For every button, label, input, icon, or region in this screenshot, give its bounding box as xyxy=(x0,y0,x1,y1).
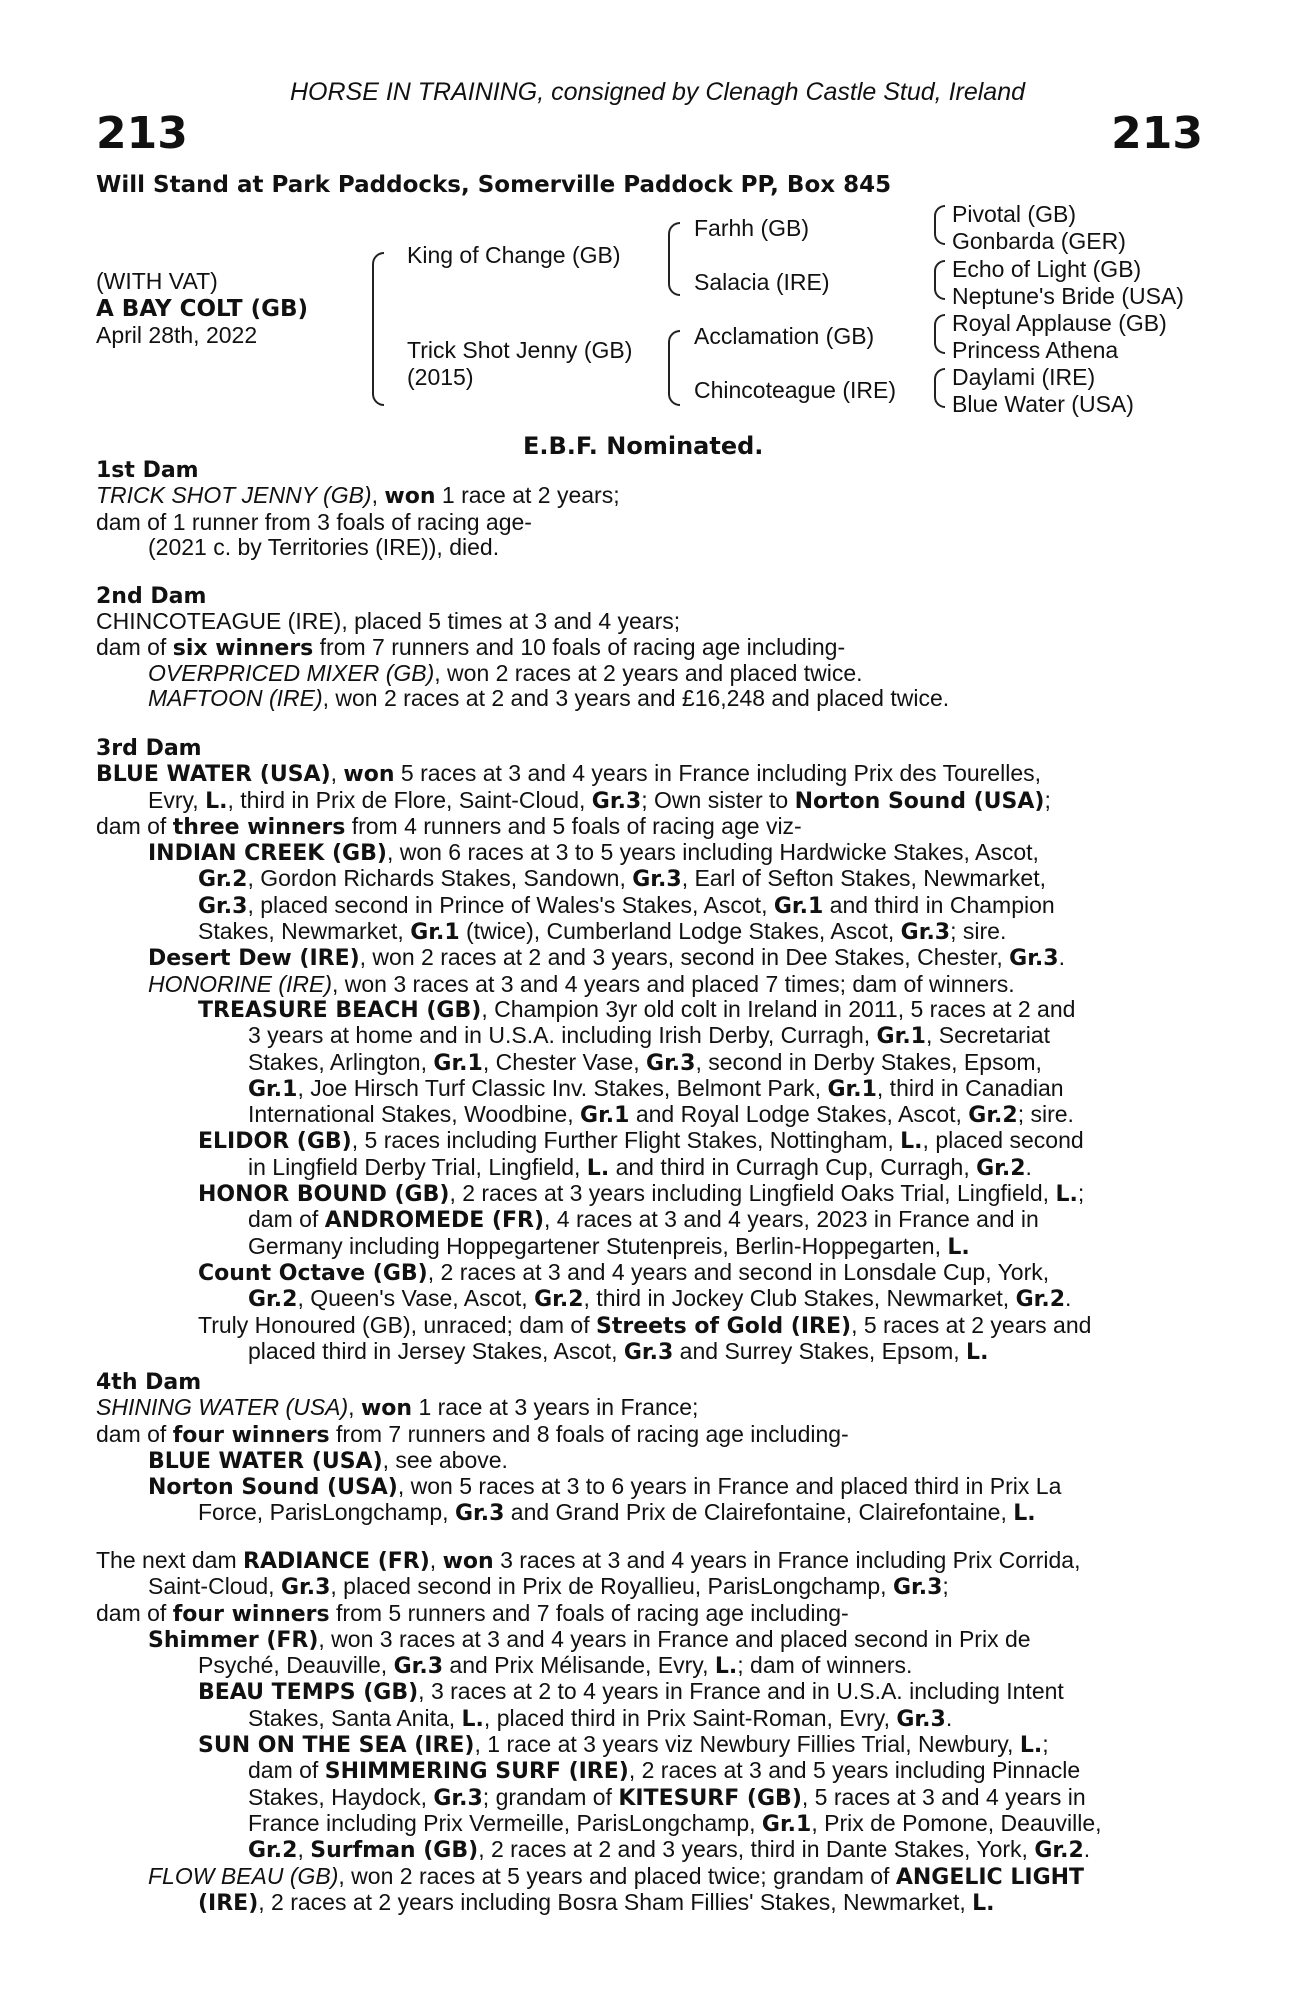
pedigree-brace-ss xyxy=(934,205,945,245)
lot-number-left: 213 xyxy=(96,108,188,159)
pedigree-brace-dam xyxy=(668,330,680,406)
ssd-name: Gonbarda (GER) xyxy=(952,228,1126,254)
stand-location: Will Stand at Park Paddocks, Somerville Paddock PP, Box 845 xyxy=(96,172,892,198)
first-dam-heading: 1st Dam xyxy=(96,458,199,483)
dss-name: Royal Applause (GB) xyxy=(952,310,1167,336)
dam-year: (2015) xyxy=(407,364,474,390)
vat-note: (WITH VAT) xyxy=(96,268,218,294)
pedigree-brace-main xyxy=(372,252,384,406)
sire-dam: Salacia (IRE) xyxy=(694,269,830,295)
pedigree-brace-dd xyxy=(934,368,945,408)
consignment-line: HORSE IN TRAINING, consigned by Clenagh Castle Stud, Ireland xyxy=(289,78,1026,106)
third-dam-heading: 3rd Dam xyxy=(96,736,202,761)
fourth-dam-section: 4th Dam SHINING WATER (USA), won 1 race at 3 years in France; dam of four winners from 7 runners and 8 foals of racing age including- BLUE WATER (USA), see above. Norton Sound (USA), won 5 races at 3 to 6 years in France and placed third in Prix La Force, ParisLongchamp, Gr.3 and Grand Prix de Clairefontaine, Clairefontaine, L. xyxy=(96,1370,1206,1527)
next-dam-section: The next dam RADIANCE (FR), won 3 races at 3 and 4 years in France including Prix Corrida, Saint-Cloud, Gr.3, placed second in Prix de Royallieu, ParisLongchamp, Gr.3; dam of four winners from 5 runners and 7 foals of racing age including- Shimmer (FR), won 3 races at 3 and 4 years in France and placed second in Prix de Psyché, Deauville, Gr.3 and Prix Mélisande, Evry, L.; dam of winners. BEAU TEMPS (GB), 3 races at 2 to 4 years in France and in U.S.A. including Intent Stakes, Santa Anita, L., placed third in Prix Saint-Roman, Evry, Gr.3. SUN ON THE SEA (IRE), 1 race at 3 years viz Newbury Fillies Trial, Newbury, L.; dam of SHIMMERING SURF (IRE), 2 races at 3 and 5 years including Pinnacle Stakes, Haydock, Gr.3; grandam of KITESURF (GB), 5 races at 3 and 4 years in France including Prix Vermeille, ParisLongchamp, Gr.1, Prix de Pomone, Deauville, Gr.2, Surfman (GB), 2 races at 2 and 3 years, third in Dante Stakes, York, Gr.2. FLOW BEAU (GB), won 2 races at 5 years and placed twice; grandam of ANGELIC LIGHT (IRE), 2 races at 2 years including Bosra Sham Fillies' Stakes, Newmarket, L. xyxy=(96,1547,1102,1916)
dds-name: Daylami (IRE) xyxy=(952,364,1096,390)
sdd-name: Neptune's Bride (USA) xyxy=(952,283,1184,309)
pedigree-brace-sd xyxy=(934,260,945,300)
ddd-name: Blue Water (USA) xyxy=(952,391,1134,417)
next-dam-heading: The next dam xyxy=(96,1547,237,1573)
sds-name: Echo of Light (GB) xyxy=(952,256,1142,282)
sss-name: Pivotal (GB) xyxy=(952,201,1076,227)
second-dam-heading: 2nd Dam xyxy=(96,584,207,609)
dam-dam: Chincoteague (IRE) xyxy=(694,377,896,403)
second-dam-section: 2nd Dam CHINCOTEAGUE (IRE), placed 5 times at 3 and 4 years; dam of six winners from 7 runners and 10 foals of racing age including- OVERPRICED MIXER (GB), won 2 races at 2 years and placed twice. MAFTOON (IRE), won 2 races at 2 and 3 years and £16,248 and placed twice. xyxy=(96,584,1206,711)
pedigree-brace-sire xyxy=(668,222,680,296)
sire-name: King of Change (GB) xyxy=(407,242,621,268)
third-dam-section: 3rd Dam BLUE WATER (USA), won 5 races at 3 and 4 years in France including Prix des Tourelles, Evry, L., third in Prix de Flore, Saint-Cloud, Gr.3; Own sister to Norton Sound (USA); dam of three winners from 4 runners and 5 foals of racing age viz- INDIAN CREEK (GB), won 6 races at 3 to 5 years including Hardwicke Stakes, Ascot, Gr.2, Gordon Richards Stakes, Sandown, Gr.3, Earl of Sefton Stakes, Newmarket, Gr.3, placed second in Prince of Wales's Stakes, Ascot, Gr.1 and third in Champion Stakes, Newmarket, Gr.1 (twice), Cumberland Lodge Stakes, Ascot, Gr.3; sire. Desert Dew (IRE), won 2 races at 2 and 3 years, second in Dee Stakes, Chester, Gr.3. HONORINE (IRE), won 3 races at 3 and 4 years and placed 7 times; dam of winners. TREASURE BEACH (GB), Champion 3yr old colt in Ireland in 2011, 5 races at 2 and 3 years at home and in U.S.A. including Irish Derby, Curragh, Gr.1, Secretariat Stakes, Arlington, Gr.1, Chester Vase, Gr.3, second in Derby Stakes, Epsom, Gr.1, Joe Hirsch Turf Classic Inv. Stakes, Belmont Park, Gr.1, third in Canadian International Stakes, Woodbine, Gr.1 and Royal Lodge Stakes, Ascot, Gr.2; sire. ELIDOR (GB), 5 races including Further Flight Stakes, Nottingham, L., placed second in Lingfield Derby Trial, Lingfield, L. and third in Curragh Cup, Curragh, Gr.2. HONOR BOUND (GB), 2 races at 3 years including Lingfield Oaks Trial, Lingfield, L.; dam of ANDROMEDE (FR), 4 races at 3 and 4 years, 2023 in France and in Germany including Hoppegartener Stutenpreis, Berlin-Hoppegarten, L. Count Octave (GB), 2 races at 3 and 4 years and second in Lonsdale Cup, York, Gr.2, Queen's Vase, Ascot, Gr.2, third in Jockey Club Stakes, Newmarket, Gr.2. Truly Honoured (GB), unraced; dam of Streets of Gold (IRE), 5 races at 2 years and placed third in Jersey Stakes, Ascot, Gr.3 and Surrey Stakes, Epsom, L. xyxy=(96,736,1206,1365)
sire-sire: Farhh (GB) xyxy=(694,215,810,241)
dam-name: Trick Shot Jenny (GB) xyxy=(407,337,633,363)
dam-sire: Acclamation (GB) xyxy=(694,323,875,349)
fourth-dam-heading: 4th Dam xyxy=(96,1370,202,1395)
first-dam-section: 1st Dam TRICK SHOT JENNY (GB), won 1 race at 2 years; dam of 1 runner from 3 foals of racing age- (2021 c. by Territories (IRE)), died. xyxy=(96,458,1206,560)
pedigree-brace-ds xyxy=(934,314,945,354)
ebf-nomination: E.B.F. Nominated. xyxy=(523,432,764,460)
lot-number-right: 213 xyxy=(1111,108,1203,159)
foaling-date: April 28th, 2022 xyxy=(96,322,258,348)
horse-name: A BAY COLT (GB) xyxy=(96,296,309,322)
dsd-name: Princess Athena xyxy=(952,337,1119,363)
